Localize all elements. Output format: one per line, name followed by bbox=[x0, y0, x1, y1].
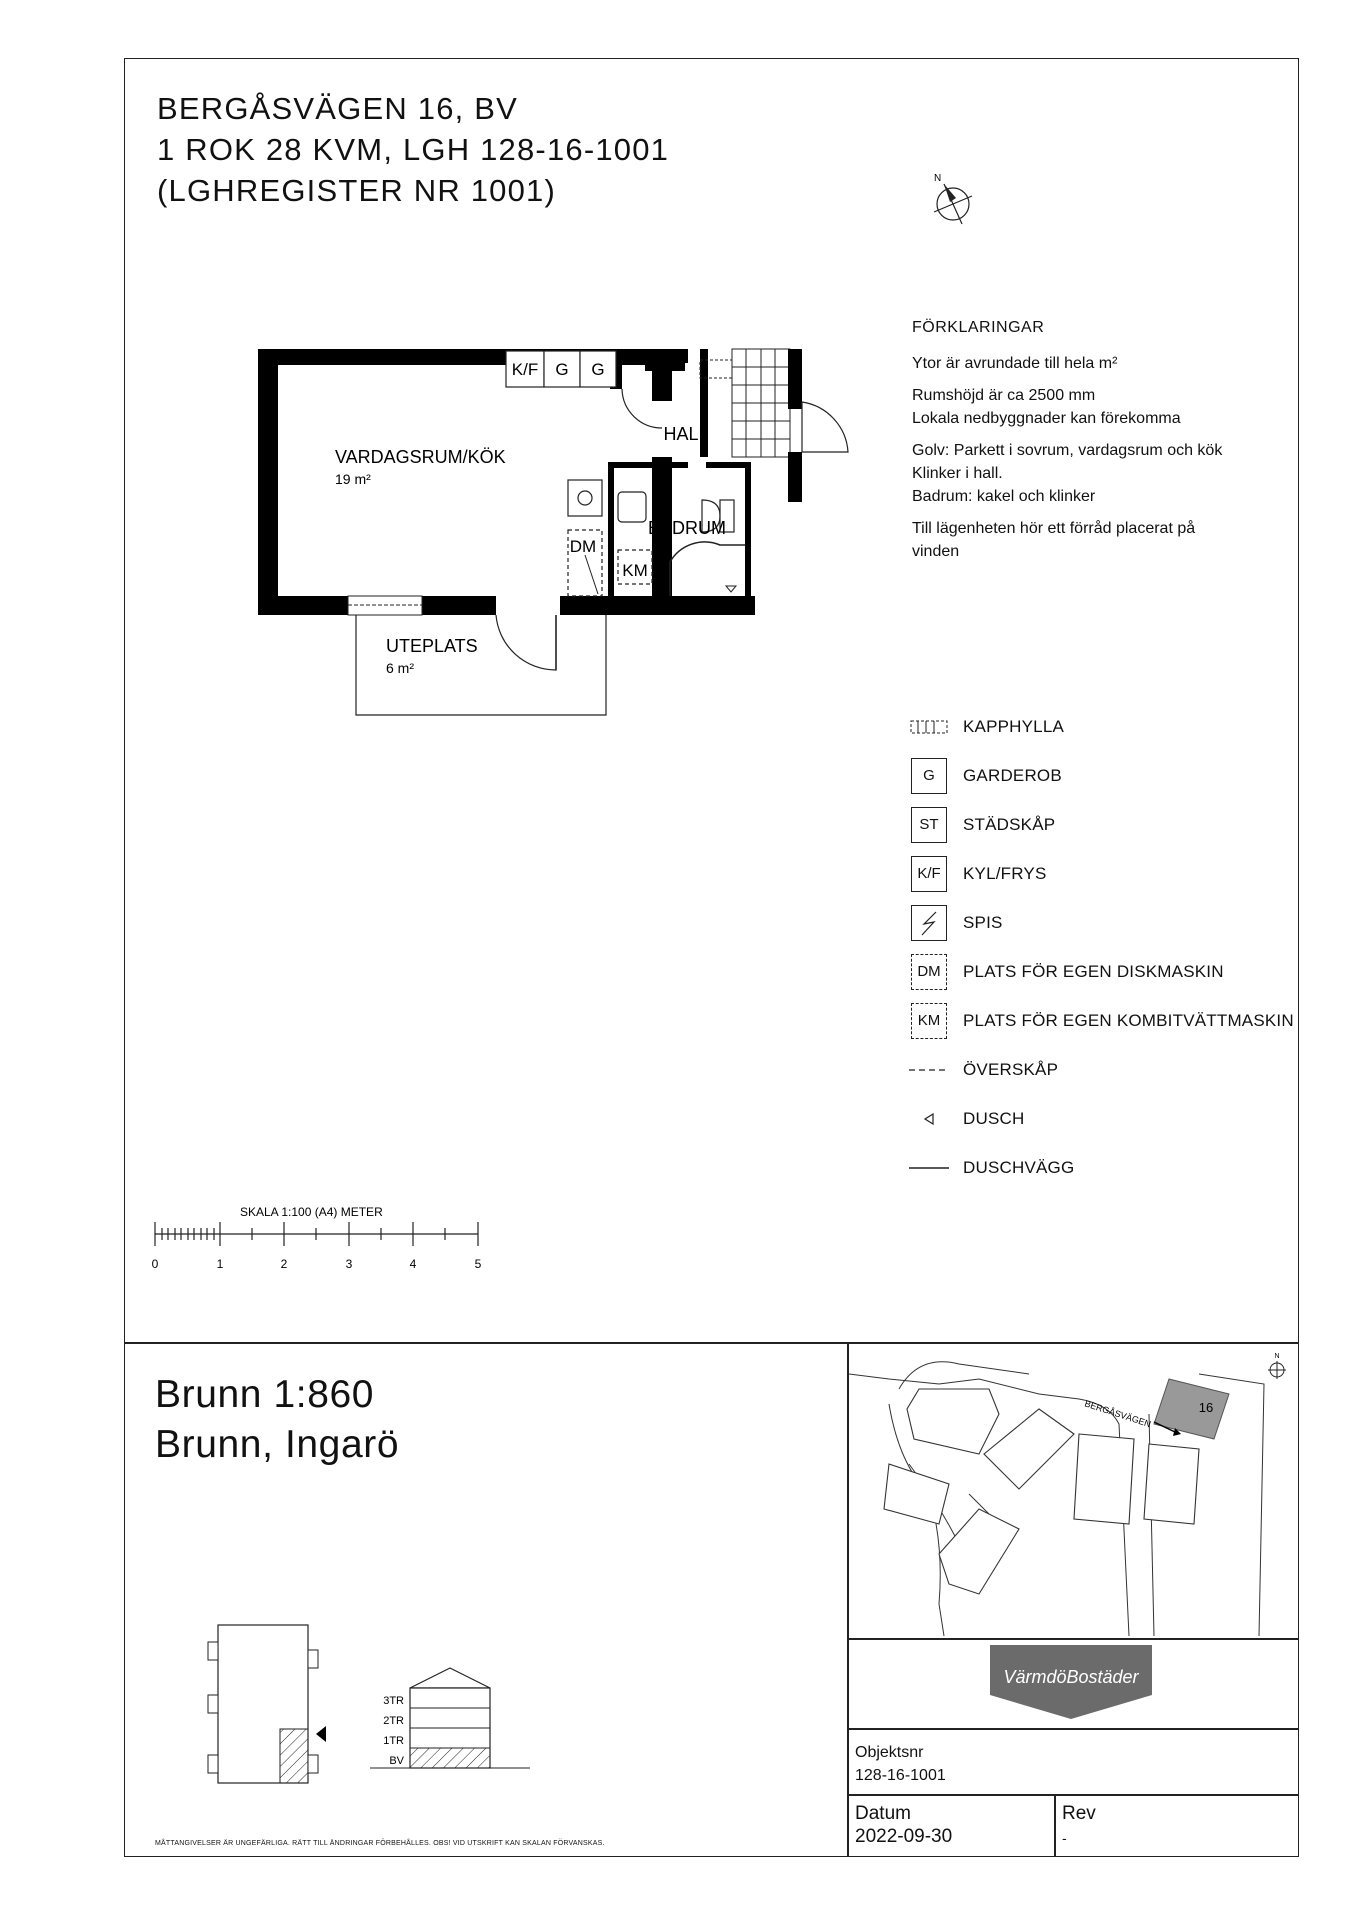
basement-highlight bbox=[410, 1748, 490, 1768]
apartment-highlight bbox=[280, 1729, 308, 1783]
kitchen-sink bbox=[568, 480, 602, 516]
km-label: KM bbox=[622, 561, 648, 580]
floor-plan bbox=[250, 340, 850, 730]
stove-icon bbox=[911, 905, 947, 941]
wall-west bbox=[258, 349, 278, 615]
datum-rev-divider bbox=[1054, 1794, 1056, 1857]
location bbox=[155, 1370, 399, 1470]
patio-window bbox=[348, 596, 422, 615]
shower-wall bbox=[670, 542, 745, 596]
explanations-heading: FÖRKLARINGAR bbox=[912, 319, 1045, 336]
legend-label: DUSCHVÄGG bbox=[963, 1157, 1075, 1177]
shower-drain-icon bbox=[909, 1099, 949, 1139]
floor-3tr: 3TR bbox=[383, 1695, 404, 1707]
wall-bath-north-b bbox=[706, 462, 751, 468]
legend-label: PLATS FÖR EGEN KOMBITVÄTTMASKIN bbox=[963, 1010, 1294, 1030]
legend-item-dusch bbox=[909, 1094, 1309, 1143]
legend-label: KYL/FRYS bbox=[963, 863, 1047, 883]
scale-label: SKALA 1:100 (A4) METER bbox=[240, 1205, 383, 1219]
scale-tick-5: 5 bbox=[474, 1257, 482, 1271]
legend-label: SPIS bbox=[963, 912, 1003, 932]
brand-name: VärmdöBostäder bbox=[1003, 1667, 1139, 1687]
note-floor-2: Klinker i hall. bbox=[912, 465, 1003, 482]
patio-area: 6 m² bbox=[386, 660, 414, 676]
legend-item-garderob bbox=[909, 751, 1309, 800]
coat-rack-icon bbox=[909, 707, 949, 747]
dm-label: DM bbox=[569, 537, 597, 556]
scale-bar bbox=[148, 1200, 498, 1280]
g1-label: G bbox=[555, 360, 569, 379]
legend-code-box: DM bbox=[911, 954, 947, 990]
note-floor-1: Golv: Parkett i sovrum, vardagsrum och kök bbox=[912, 442, 1223, 459]
hall-wardrobe-grid bbox=[732, 349, 790, 457]
legend-item-kombitvattmaskin bbox=[909, 996, 1309, 1045]
datum-label: Datum bbox=[855, 1803, 911, 1824]
rev-label: Rev bbox=[1062, 1803, 1096, 1824]
hall-label: HALL bbox=[663, 424, 709, 444]
legend-label: ÖVERSKÅP bbox=[963, 1059, 1059, 1079]
wall-bath-east bbox=[745, 462, 751, 596]
compass-label: N bbox=[934, 173, 942, 184]
street-label: BERGÅSVÄGEN bbox=[1083, 1398, 1153, 1430]
objektnr-label: Objektsnr bbox=[855, 1744, 924, 1761]
washbasin bbox=[618, 492, 646, 522]
legend-code-box: G bbox=[911, 758, 947, 794]
pointer-arrow-icon bbox=[316, 1726, 326, 1742]
scale-tick-0: 0 bbox=[151, 1257, 159, 1271]
header-register: (LGHREGISTER NR 1001) bbox=[157, 173, 557, 208]
floor-bv: BV bbox=[389, 1755, 404, 1767]
note-floor-3: Badrum: kakel och klinker bbox=[912, 488, 1096, 505]
legend-label: STÄDSKÅP bbox=[963, 814, 1056, 834]
building-key-plan bbox=[200, 1620, 330, 1790]
living-room-area: 19 m² bbox=[335, 471, 371, 487]
map-north-icon bbox=[1268, 1353, 1286, 1379]
note-lowered: Lokala nedbyggnader kan förekomma bbox=[912, 410, 1181, 427]
entrance-door bbox=[802, 402, 848, 452]
header-address: BERGÅSVÄGEN 16, BV bbox=[157, 91, 519, 126]
building-16 bbox=[1154, 1379, 1229, 1439]
rev-value: - bbox=[1062, 1830, 1067, 1846]
property-designation: Brunn 1:860 bbox=[155, 1373, 375, 1416]
scale-tick-1: 1 bbox=[216, 1257, 224, 1271]
north-compass-icon bbox=[928, 168, 978, 230]
legend-item-stadskap bbox=[909, 800, 1309, 849]
objektnr-value: 128-16-1001 bbox=[855, 1767, 946, 1784]
legend bbox=[909, 702, 1309, 1192]
wall-south-mid bbox=[422, 596, 496, 615]
patio-door bbox=[496, 615, 556, 670]
living-room-label: VARDAGSRUM/KÖK bbox=[335, 447, 506, 467]
wall-south-west bbox=[258, 596, 348, 615]
header-title bbox=[157, 88, 669, 211]
property-area: Brunn, Ingarö bbox=[155, 1423, 400, 1466]
legend-label: PLATS FÖR EGEN DISKMASKIN bbox=[963, 961, 1224, 981]
wall-bath-north-a bbox=[608, 462, 688, 468]
disclaimer-note: MÅTTANGIVELSER ÄR UNGEFÄRLIGA. RÄTT TILL ÄNDRINGAR FÖRBEHÅLLES. OBS! VID UTSKRIFT KAN SKALAN FÖRVANSKAS. bbox=[155, 1840, 605, 1847]
note-height: Rumshöjd är ca 2500 mm bbox=[912, 387, 1096, 404]
logo-bottom-line bbox=[847, 1728, 1299, 1730]
legend-code-box: KM bbox=[911, 1003, 947, 1039]
legend-code-box: K/F bbox=[911, 856, 947, 892]
floor-1tr: 1TR bbox=[383, 1735, 404, 1747]
site-map bbox=[849, 1344, 1297, 1636]
scale-tick-3: 3 bbox=[345, 1257, 353, 1271]
legend-item-duschvagg bbox=[909, 1143, 1309, 1192]
datum-value: 2022-09-30 bbox=[855, 1826, 953, 1847]
legend-code-box: ST bbox=[911, 807, 947, 843]
g2-label: G bbox=[591, 360, 605, 379]
legend-label: KAPPHYLLA bbox=[963, 716, 1065, 736]
house-number-label: 16 bbox=[1198, 1400, 1214, 1415]
objekt-bottom-line bbox=[847, 1794, 1299, 1796]
note-storage-2: vinden bbox=[912, 543, 960, 560]
patio-label: UTEPLATS bbox=[386, 636, 478, 656]
dashed-line-icon bbox=[909, 1050, 949, 1090]
wall-bath-west bbox=[608, 462, 614, 596]
legend-item-spis bbox=[909, 898, 1309, 947]
legend-item-kylfrys bbox=[909, 849, 1309, 898]
legend-label: DUSCH bbox=[963, 1108, 1025, 1128]
company-logo bbox=[988, 1643, 1154, 1721]
note-areas: Ytor är avrundade till hela m² bbox=[912, 355, 1118, 372]
legend-item-diskmaskin bbox=[909, 947, 1309, 996]
kf-label: K/F bbox=[511, 360, 539, 379]
scale-tick-2: 2 bbox=[280, 1257, 288, 1271]
building-section bbox=[370, 1660, 540, 1790]
solid-line-icon bbox=[909, 1148, 949, 1188]
map-north-label: N bbox=[1274, 1353, 1280, 1360]
scale-tick-4: 4 bbox=[409, 1257, 417, 1271]
legend-label: GARDEROB bbox=[963, 765, 1062, 785]
header-apartment: 1 ROK 28 KVM, LGH 128-16-1001 bbox=[157, 132, 670, 167]
shower-drain-icon bbox=[726, 586, 736, 592]
legend-item-kapphylla bbox=[909, 702, 1309, 751]
bathroom-label: BADRUM bbox=[647, 518, 727, 538]
floor-2tr: 2TR bbox=[383, 1715, 404, 1727]
explanations bbox=[912, 316, 1312, 572]
legend-item-overskap bbox=[909, 1045, 1309, 1094]
note-storage-1: Till lägenheten hör ett förråd placerat på bbox=[912, 520, 1196, 537]
map-bottom-line bbox=[847, 1638, 1299, 1640]
